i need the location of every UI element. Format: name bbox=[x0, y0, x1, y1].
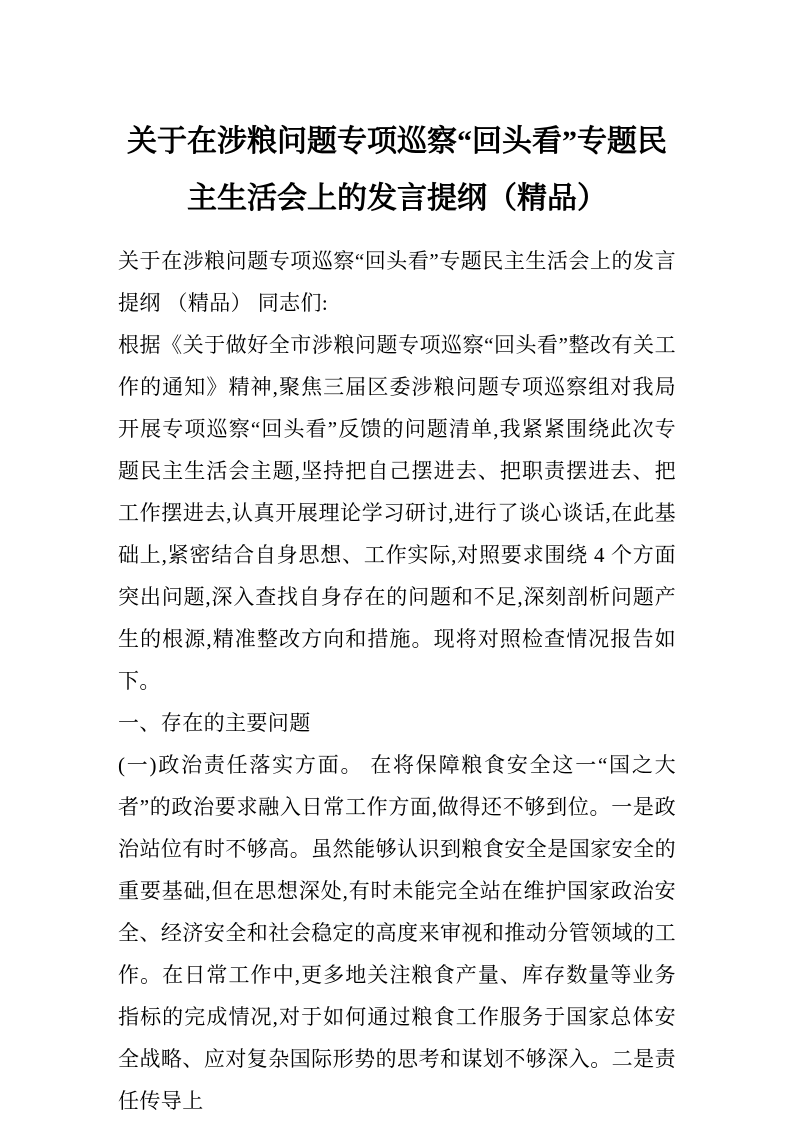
document-body bbox=[118, 240, 676, 1122]
paragraph-salutation: 关于在涉粮问题专项巡察“回头看”专题民主生活会上的发言提纲 （精品） 同志们: bbox=[118, 249, 676, 315]
paragraph-intro: 根据《关于做好全市涉粮问题专项巡察“回头看”整改有关工作的通知》精神,聚焦三届区委涉粮问题专项巡察组对我局开展专项巡察“回头看”反馈的问题清单,我紧紧围绕此次专题民主生活会主题,坚持把自己摆进去、把职责摆进去、把工作摆进去,认真开展理论学习研讨,进行了谈心谈话,在此基础上,紧密结合自身思想、工作实际,对照要求围绕 4 个方面突出问题,深入查找自身存在的问题和不足,深刻剖析问题产生的根源,精准整改方向和措施。现将对照检查情况报告如下。 bbox=[118, 333, 676, 693]
heading-main-problems: 一、存在的主要问题 bbox=[118, 711, 311, 735]
document-title bbox=[104, 113, 690, 227]
paragraph-political-responsibility: (一)政治责任落实方面。 在将保障粮食安全这一“国之大者”的政治要求融入日常工作方面,做得还不够到位。一是政治站位有时不够高。虽然能够认识到粮食安全是国家安全的重要基础,但在思想深处,有时未能完全站在维护国家政治安全、经济安全和社会稳定的高度来审视和推动分管领域的工作。在日常工作中,更多地关注粮食产量、库存数量等业务指标的完成情况,对于如何通过粮食工作服务于国家总体安全战略、应对复杂国际形势的思考和谋划不够深入。二是责任传导上 bbox=[118, 753, 676, 1113]
title-line-2: 主生活会上的发言提纲（精品） bbox=[187, 182, 607, 215]
title-line-1: 关于在涉粮问题专项巡察“回头看”专题民 bbox=[127, 125, 667, 158]
